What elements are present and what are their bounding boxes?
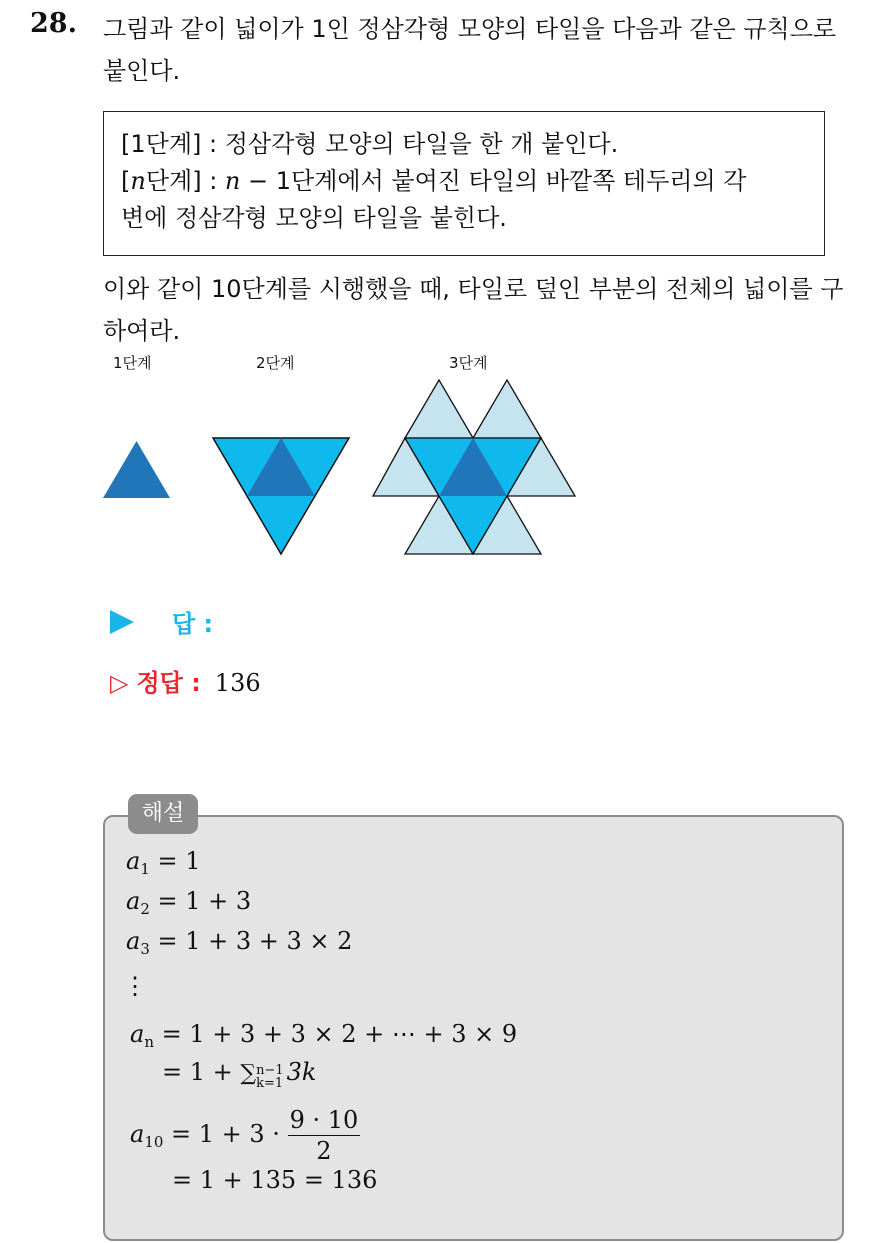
subscript: 1 bbox=[140, 860, 150, 878]
key-answer-label: 정답 : bbox=[136, 669, 201, 697]
var-a: a bbox=[130, 1120, 145, 1148]
key-answer-row bbox=[110, 663, 261, 698]
play-arrow-icon bbox=[110, 610, 134, 634]
stage-3-label: 3단계 bbox=[449, 354, 488, 372]
rule-var-n: n bbox=[130, 167, 146, 195]
rhs: = 1 + 3 bbox=[149, 887, 252, 915]
rule-step-n-line2: 변에 정삼각형 모양의 타일을 붙힌다. bbox=[121, 204, 507, 232]
solution-line-a1 bbox=[126, 847, 201, 878]
solution-line-an bbox=[130, 1020, 517, 1051]
question-number: 28. bbox=[30, 8, 77, 39]
var-a: a bbox=[126, 887, 141, 915]
rule-step-n-line1 bbox=[121, 163, 808, 200]
solution-line-a10 bbox=[130, 1105, 360, 1166]
solution-line-final: = 1 + 135 = 136 bbox=[172, 1166, 378, 1194]
tile-stage-figure bbox=[95, 375, 585, 560]
sum-lower: k=1 bbox=[256, 1076, 284, 1091]
subscript: 3 bbox=[140, 940, 150, 958]
sum-term: 3k bbox=[286, 1058, 317, 1086]
question-ask: 이와 같이 10단계를 시행했을 때, 타일로 덮인 부분의 전체의 넓이를 구하여라. bbox=[103, 275, 844, 345]
solution-line-a3 bbox=[126, 927, 352, 958]
stage3-light-top-left bbox=[405, 380, 473, 438]
solution-line-a2 bbox=[126, 887, 251, 918]
var-a: a bbox=[130, 1020, 145, 1048]
stage2-group bbox=[213, 438, 349, 554]
answer-row bbox=[110, 604, 213, 639]
fraction-denominator: 2 bbox=[316, 1137, 332, 1165]
subscript: 10 bbox=[144, 1133, 164, 1151]
subscript: 2 bbox=[140, 900, 150, 918]
rhs: = 1 + 3 · bbox=[163, 1120, 288, 1148]
key-answer-value: 136 bbox=[214, 669, 261, 697]
solution-line-sum bbox=[162, 1058, 316, 1090]
stage3-light-top-right bbox=[473, 380, 541, 438]
sum-upper: n−1 bbox=[256, 1063, 284, 1078]
stage3-group bbox=[373, 380, 575, 554]
var-a: a bbox=[126, 847, 141, 875]
rule-var-n-2: n bbox=[224, 167, 241, 195]
rule-bracket: [ bbox=[121, 167, 131, 195]
fraction-numerator: 9 · 10 bbox=[289, 1106, 359, 1134]
outline-triangle-icon: ▷ bbox=[110, 669, 129, 697]
sum-prefix: = 1 + bbox=[162, 1058, 241, 1086]
stage-1-label: 1단계 bbox=[113, 354, 152, 372]
solution-vdots: ⋮ bbox=[123, 972, 147, 1000]
rule-n-label-rest: 단계] : bbox=[145, 167, 225, 195]
stage1-tile bbox=[103, 441, 170, 498]
question-text: 그림과 같이 넓이가 1인 정삼각형 모양의 타일을 다음과 같은 규칙으로 붙인다. bbox=[103, 15, 837, 85]
subscript: n bbox=[144, 1033, 154, 1051]
rule-step-1: [1단계] : 정삼각형 모양의 타일을 한 개 붙인다. bbox=[121, 130, 619, 158]
solution-tag: 해설 bbox=[128, 794, 198, 834]
sum-limits bbox=[256, 1064, 284, 1090]
stage-2-label: 2단계 bbox=[256, 354, 295, 372]
rhs: = 1 + 3 + 3 × 2 bbox=[149, 927, 353, 955]
rhs: = 1 bbox=[149, 847, 201, 875]
sigma-symbol: ∑ bbox=[240, 1061, 257, 1086]
rule-box bbox=[103, 111, 825, 256]
answer-label: 답 : bbox=[172, 610, 214, 638]
fraction bbox=[288, 1105, 361, 1166]
rhs: = 1 + 3 + 3 × 2 + ⋯ + 3 × 9 bbox=[153, 1020, 518, 1048]
var-a: a bbox=[126, 927, 141, 955]
rule-n-line1-tail: − 1단계에서 붙여진 타일의 바깥쪽 테두리의 각 bbox=[240, 167, 747, 195]
